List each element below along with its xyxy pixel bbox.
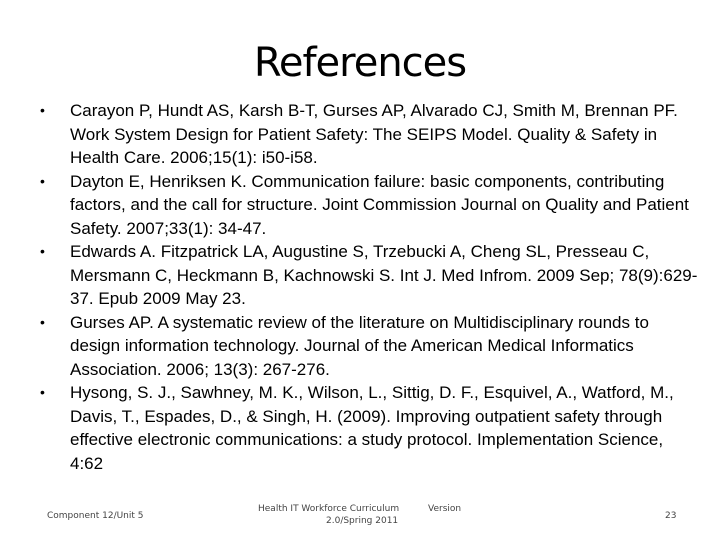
reference-item [40,240,700,311]
page-number: 23 [665,511,677,521]
bullet-icon: • [40,243,45,259]
footer-component: Component 12/Unit 5 [47,511,144,521]
reference-item [40,381,700,475]
reference-text: Hysong, S. J., Sawhney, M. K., Wilson, L., Sittig, D. F., Esquivel, A., Watford, M., Davis, T., Espades, D., & Singh, H. (2009). Improving outpatient safety through effective electronic communications: a study protocol. Implementation Science, 4:62 [70,383,674,473]
reference-item [40,311,700,382]
footer-version: Version [428,504,462,514]
reference-text: Gurses AP. A systematic review of the literature on Multidisciplinary rounds to design information technology. Journal of the American Medical Informatics Association. 2006; 13(3): 267-276. [70,312,649,379]
reference-list [40,99,700,475]
bullet-icon: • [40,172,45,189]
reference-text: Dayton E, Henriksen K. Communication failure: basic components, contributing factors, and the call for structure. Joint Commission Journal on Quality and Patient Safety. 2007;33(1): 34-47. [70,171,689,238]
footer-curriculum-line1: Health IT Workforce Curriculum [258,504,400,514]
bullet-icon: • [40,384,45,400]
footer-curriculum-line2: 2.0/Spring 2011 [326,516,399,526]
reference-text: Edwards A. Fitzpatrick LA, Augustine S, Trzebucki A, Cheng SL, Presseau C, Mersmann C, Heckmann B, Kachnowski S. Int J. Med Infrom. 2009 Sep; 78(9):629-37. Epub 2009 May 23. [70,242,698,308]
reference-item [40,170,700,241]
reference-item [40,99,700,170]
bullet-icon: • [40,102,45,118]
slide-title: References [253,40,467,86]
bullet-icon: • [40,313,45,330]
footer-curriculum [258,503,418,527]
reference-text: Carayon P, Hundt AS, Karsh B-T, Gurses AP, Alvarado CJ, Smith M, Brennan PF. Work System Design for Patient Safety: The SEIPS Model. Quality & Safety in Health Care. 2006;15(1): i50-i58. [70,101,678,167]
